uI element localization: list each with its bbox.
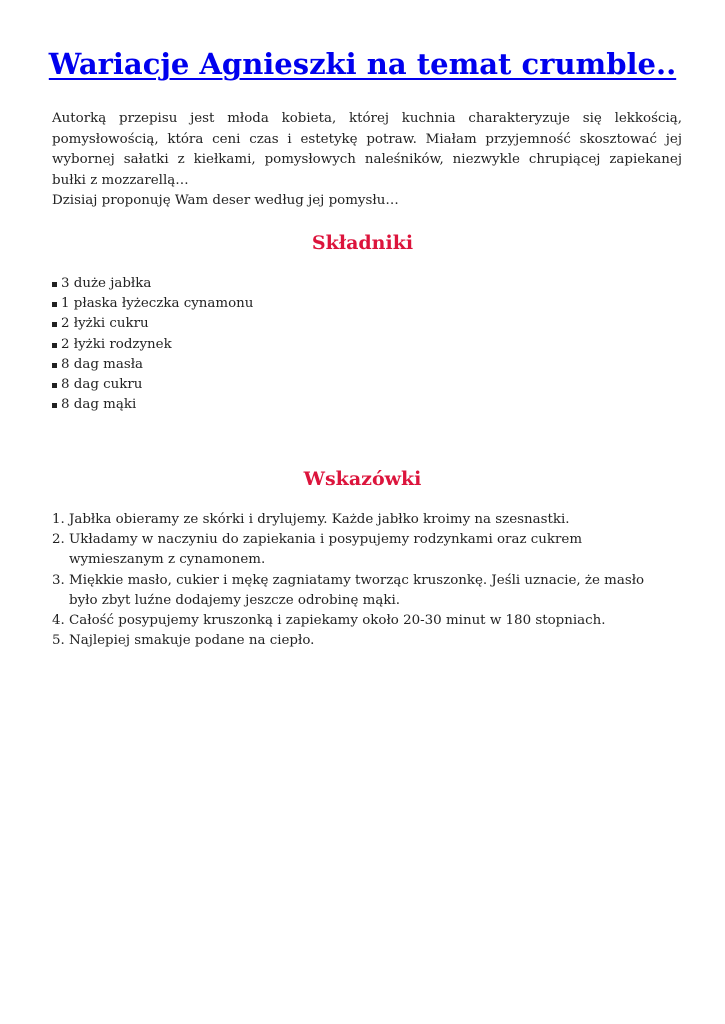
step-text: Układamy w naczyniu do zapiekania i posypujemy rodzynkami oraz cukrem wymieszanym z cynamonem.	[69, 532, 583, 568]
step-number: 3.	[52, 572, 65, 588]
intro-second-line: Dzisiaj proponuję Wam deser według jej pomysłu…	[52, 193, 399, 208]
ingredients-list	[52, 274, 253, 415]
direction-step	[52, 571, 657, 611]
intro-text	[52, 109, 682, 212]
list-item: 3 duże jabłka	[52, 274, 253, 294]
step-text: Najlepiej smakuje podane na ciepło.	[69, 633, 315, 649]
step-text: Jabłka obieramy ze skórki i drylujemy. Każde jabłko kroimy na szesnastki.	[69, 512, 570, 527]
ingredients-heading: Składniki	[311, 232, 414, 254]
list-item: 1 płaska łyżeczka cynamonu	[52, 294, 253, 314]
step-number: 4.	[52, 613, 65, 629]
page-title	[0, 44, 725, 84]
step-text: Całość posypujemy kruszonką i zapiekamy około 20-30 minut w 180 stopniach.	[69, 613, 606, 629]
direction-step	[52, 631, 657, 651]
list-item: 8 dag masła	[52, 355, 253, 375]
list-item: 2 łyżki cukru	[52, 314, 253, 334]
direction-step	[52, 611, 657, 631]
list-item: 8 dag cukru	[52, 375, 253, 395]
list-item: 2 łyżki rodzynek	[52, 335, 253, 355]
direction-step	[52, 530, 657, 570]
direction-step	[52, 510, 657, 530]
intro-paragraph: Autorką przepisu jest młoda kobieta, której kuchnia charakteryzuje się lekkością, pomysłowością, która ceni czas i estetykę potraw. Miałam przyjemność skosztować jej wybornej sałatki z kiełkami, pomysłowych naleśników, niezwykle chrupiącej zapiekanej bułki z mozzarellą…	[52, 111, 682, 188]
step-text: Miękkie masło, cukier i mękę zagniatamy tworząc kruszonkę. Jeśli uznacie, że masło było zbyt luźne dodajemy jeszcze odrobinę mąki.	[69, 572, 645, 608]
step-number: 1.	[52, 512, 65, 527]
step-number: 5.	[52, 633, 65, 649]
step-number: 2.	[52, 532, 65, 548]
directions-list	[52, 510, 657, 651]
title-link[interactable]: Wariacje Agnieszki na temat crumble..	[48, 47, 677, 81]
directions-heading: Wskazówki	[303, 468, 422, 490]
list-item: 8 dag mąki	[52, 395, 253, 415]
